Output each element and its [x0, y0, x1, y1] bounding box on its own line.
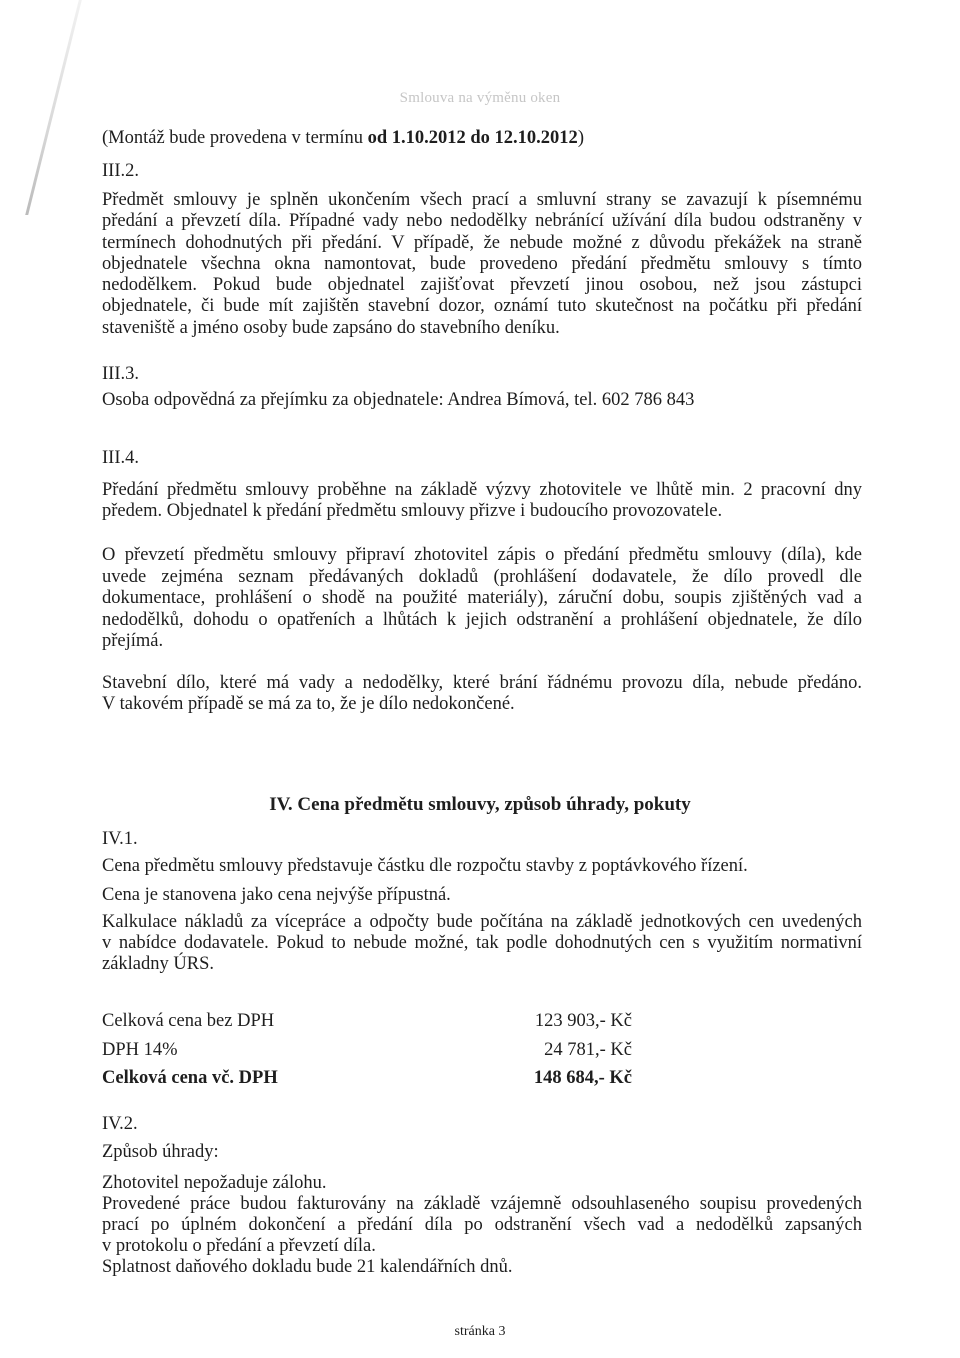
paragraph-line: v nabídce dodavatele. Pokud to nebude možné, tak podle dohodnutých cen s využitím normativní	[102, 933, 862, 953]
section-iv-1-paragraph-3	[102, 912, 862, 975]
section-iii-4-paragraph-3	[102, 673, 862, 715]
montaz-line	[102, 128, 862, 149]
price-value: 148 684,- Kč	[533, 1068, 632, 1088]
paragraph-line: uvede zejména seznam předávaných dokladů (prohlášení dodavatele, že dílo provedl dle	[102, 566, 862, 587]
price-label: Celková cena vč. DPH	[102, 1068, 278, 1088]
price-label: Celková cena bez DPH	[102, 1011, 275, 1031]
section-iv-2-paragraph	[102, 1173, 862, 1278]
paragraph-line: Stavební dílo, které má vady a nedodělky, které brání řádnému provozu díla, nebude předáno.	[102, 673, 862, 693]
price-label: DPH 14%	[102, 1040, 178, 1060]
paragraph-line: nedodělkem. Pokud bude objednatel zajišťovat převzetí jinou osobou, než jsou zástupci	[102, 275, 862, 296]
section-iii-2-paragraph	[102, 190, 862, 339]
paragraph-line: přejímá.	[102, 631, 164, 652]
section-iii-3-text: Osoba odpovědná za přejímku za objednatele: Andrea Bímová, tel. 602 786 843	[102, 390, 695, 410]
montaz-prefix: (Montáž bude provedena v termínu	[102, 128, 368, 148]
paragraph-line: Splatnost daňového dokladu bude 21 kalendářních dnů.	[102, 1257, 513, 1277]
paragraph-line: v protokolu o předání a převzetí díla.	[102, 1236, 376, 1256]
paragraph-line: prací po úplném dokončení a předání díla po odstranění všech vad a nedodělků zapsaných	[102, 1215, 862, 1235]
section-number-iv-2: IV.2.	[102, 1114, 138, 1134]
price-value: 24 781,- Kč	[544, 1040, 632, 1060]
paragraph-line: dokumentace, prohlášení o shodě na použité materiály), záruční dobu, soupis zjištěných vad a	[102, 588, 862, 609]
montaz-suffix: )	[577, 128, 584, 148]
paragraph-line: předem. Objednatel k předání předmětu smlouvy přizve i budoucího provozovatele.	[102, 501, 723, 521]
section-iv-2-label: Způsob úhrady:	[102, 1142, 219, 1162]
paragraph-line: termínech dohodnutých při předání. V případě, že nebude možné z důvodu překážek na straně	[102, 232, 862, 253]
section-number-iii-2: III.2.	[102, 161, 139, 181]
paragraph-line: Provedené práce budou fakturovány na základě vzájemně odsouhlaseného soupisu provedených	[102, 1194, 862, 1214]
paragraph-line: Kalkulace nákladů za vícepráce a odpočty bude počítána na základě jednotkových cen uvedených	[102, 912, 862, 932]
paragraph-line: objednatele, či bude mít zajištěn stavební dozor, oznámí tuto skutečnost na počátku při předání	[102, 296, 862, 317]
section-number-iii-4: III.4.	[102, 448, 139, 468]
section-iv-1-text-2: Cena je stanovena jako cena nejvýše přípustná.	[102, 885, 451, 905]
document-header: Smlouva na výměnu oken	[399, 90, 561, 106]
paragraph-line: objednatele všechna okna namontovat, bude provedeno předání předmětu smlouvy s tímto	[102, 253, 862, 274]
paragraph-line: O převzetí předmětu smlouvy připraví zhotovitel zápis o předání předmětu smlouvy (díla), kde	[102, 545, 862, 565]
section-number-iii-3: III.3.	[102, 364, 139, 384]
section-iv-heading: IV. Cena předmětu smlouvy, způsob úhrady, pokuty	[269, 794, 691, 815]
paragraph-line: Předání předmětu smlouvy proběhne na základě výzvy zhotovitele ve lhůtě min. 2 pracovní dny	[102, 480, 862, 500]
page-number: stránka 3	[454, 1324, 506, 1339]
scan-edge-mark	[25, 0, 82, 215]
paragraph-line: základny ÚRS.	[102, 954, 215, 974]
paragraph-line: nedodělků, dohodu o opatřeních a lhůtách k jejich odstranění a prohlášení objednatele, že dílo	[102, 609, 862, 630]
section-iii-4-paragraph-2	[102, 545, 862, 653]
section-iii-4-paragraph-1	[102, 480, 862, 522]
paragraph-line: V takovém případě se má za to, že je dílo nedokončené.	[102, 694, 515, 714]
paragraph-line: předání a převzetí díla. Případné vady nebo nedodělky nebránící užívání díla budou odstraněny v	[102, 211, 862, 232]
section-iv-1-text-1: Cena předmětu smlouvy představuje částku dle rozpočtu stavby z poptávkového řízení.	[102, 856, 748, 876]
price-value: 123 903,- Kč	[534, 1011, 632, 1031]
montaz-dates: od 1.10.2012 do 12.10.2012	[367, 128, 578, 148]
paragraph-line: Zhotovitel nepožaduje zálohu.	[102, 1173, 327, 1193]
paragraph-line: staveniště a jméno osoby bude zapsáno do stavebního deníku.	[102, 317, 560, 338]
section-number-iv-1: IV.1.	[102, 829, 138, 849]
paragraph-line: Předmět smlouvy je splněn ukončením všech prací a smluvní strany se zavazují k písemnému	[102, 190, 862, 210]
